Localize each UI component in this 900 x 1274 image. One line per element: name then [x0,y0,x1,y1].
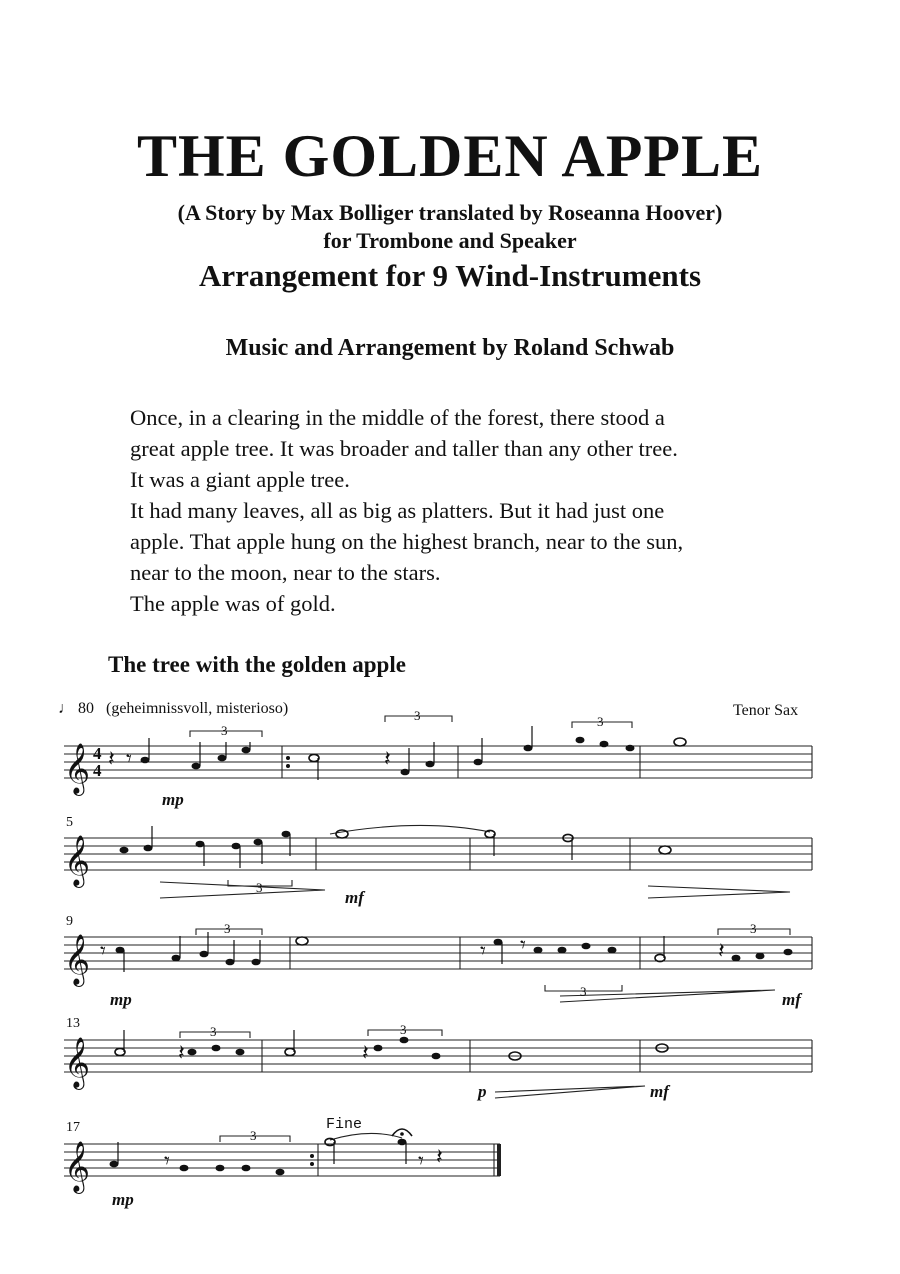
time-signature [93,744,102,780]
page-title: THE GOLDEN APPLE [136,123,764,189]
triplet-brackets [180,716,790,1142]
measure-number: 17 [66,1120,80,1135]
svg-text:3: 3 [750,921,757,936]
svg-text:𝄾: 𝄾 [164,1148,170,1173]
dynamic-marking: mp [110,990,132,1009]
svg-text:4: 4 [93,761,102,780]
triplet-numerals [210,708,757,1143]
svg-text:3: 3 [250,1128,257,1143]
dynamic-marking: mp [162,790,184,809]
instrument-name: Tenor Sax [733,702,799,719]
svg-text:𝄽: 𝄽 [718,938,725,963]
svg-text:3: 3 [400,1022,407,1037]
svg-text:𝄽: 𝄽 [178,1040,185,1065]
svg-text:𝄽: 𝄽 [362,1040,369,1065]
svg-text:4: 4 [93,744,102,763]
staff-lines [64,937,812,969]
svg-text:3: 3 [256,880,263,895]
svg-text:3: 3 [224,921,231,936]
dynamic-marking: mp [112,1190,134,1209]
open-noteheads [115,738,686,1146]
tie [330,1133,402,1140]
svg-text:3: 3 [414,708,421,723]
svg-text:𝄽: 𝄽 [384,746,391,771]
svg-text:𝄾: 𝄾 [480,938,486,963]
section-title: The tree with the golden apple [108,652,406,677]
measure-number: 9 [66,914,73,929]
tempo-mark: ♩ 80 [58,700,94,717]
svg-text:𝄾: 𝄾 [126,746,132,771]
arrangement-title: Arrangement for 9 Wind-Instruments [198,258,702,293]
story-line: It was a giant apple tree. [130,467,350,492]
svg-text:𝄞: 𝄞 [64,1038,91,1087]
subtitle-instrumentation: for Trombone and Speaker [323,228,577,253]
svg-text:3: 3 [221,723,228,738]
tempo-text: (geheimnissvoll, misterioso) [106,700,289,717]
svg-text:𝄽: 𝄽 [108,746,115,771]
svg-text:𝄽: 𝄽 [436,1144,443,1169]
fermata-icon [392,1129,412,1136]
staff-lines [64,746,812,778]
staff-lines [64,838,812,870]
svg-text:3: 3 [210,1024,217,1039]
fine-marking: Fine [326,1116,363,1133]
measure-number: 13 [66,1016,80,1031]
svg-text:𝄞: 𝄞 [64,1142,91,1191]
svg-text:𝄞: 𝄞 [64,836,91,885]
svg-text:3: 3 [597,714,604,729]
svg-text:𝄾: 𝄾 [100,938,106,963]
measure-number: 5 [66,815,73,830]
treble-clef-icon [64,744,90,1194]
story-line: near to the moon, near to the stars. [130,560,441,585]
rests [100,746,725,1173]
dynamic-marking: mf [782,990,801,1009]
story-line: The apple was of gold. [130,591,336,616]
svg-text:𝄞: 𝄞 [64,744,91,793]
story-line: great apple tree. It was broader and taller than any other tree. [130,436,678,461]
noteheads [110,737,793,1176]
dynamic-marking: mf [650,1082,669,1101]
composer-credit: Music and Arrangement by Roland Schwab [225,335,675,361]
story-line: Once, in a clearing in the middle of the forest, there stood a [130,405,665,430]
story-line: apple. That apple hung on the highest branch, near to the sun, [130,529,684,554]
svg-text:𝄞: 𝄞 [64,935,91,984]
story-line: It had many leaves, all as big as platters. But it had just one [130,498,665,523]
dynamic-marking: p [478,1082,487,1101]
tie [330,825,490,834]
svg-text:3: 3 [580,984,587,999]
hairpins [160,882,790,1098]
subtitle-story: (A Story by Max Bolliger translated by Roseanna Hoover) [177,200,723,225]
svg-text:𝄾: 𝄾 [520,932,526,957]
dynamic-marking: mf [345,888,364,907]
svg-text:𝄾: 𝄾 [418,1148,424,1173]
